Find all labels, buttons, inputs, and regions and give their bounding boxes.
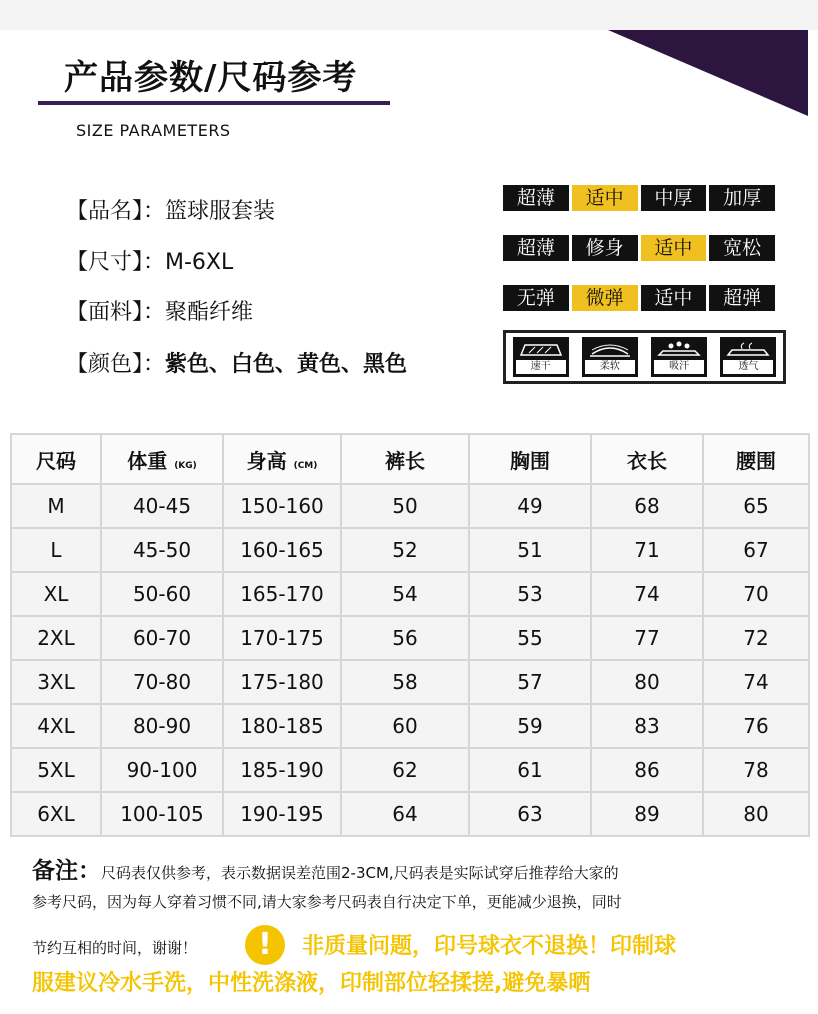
spec-product-name [66, 194, 275, 225]
table-cell: 60-70 [101, 616, 223, 660]
table-cell: 78 [703, 748, 809, 792]
note-line-1 [32, 852, 619, 885]
table-cell: 80 [591, 660, 703, 704]
table-cell: 57 [469, 660, 591, 704]
table-cell: 53 [469, 572, 591, 616]
table-cell: 64 [341, 792, 469, 836]
table-cell: 83 [591, 704, 703, 748]
page-subtitle: SIZE PARAMETERS [76, 121, 231, 140]
table-cell: 150-160 [223, 484, 341, 528]
feature-quick-dry [513, 337, 569, 377]
header-cell [223, 434, 341, 484]
table-row [11, 528, 809, 572]
note-text: 尺码表仅供参考，表示数据误差范围2-3CM,尺码表是实际试穿后推荐给大家的 [101, 864, 619, 882]
table-cell: 77 [591, 616, 703, 660]
table-cell: 2XL [11, 616, 101, 660]
table-cell: 70 [703, 572, 809, 616]
elasticity-scale [503, 285, 775, 311]
scale-cell: 超弹 [709, 285, 775, 311]
header-text: 裤长 [385, 448, 425, 473]
feature-breathable [720, 337, 776, 377]
feature-icons [503, 330, 786, 384]
scale-cell: 适中 [641, 235, 710, 261]
table-cell: 100-105 [101, 792, 223, 836]
scale-cell: 无弹 [503, 285, 572, 311]
table-cell: 51 [469, 528, 591, 572]
table-cell: 49 [469, 484, 591, 528]
table-cell: 65 [703, 484, 809, 528]
header-text: 身高 [246, 448, 287, 473]
table-cell: 80-90 [101, 704, 223, 748]
header-cell [341, 434, 469, 484]
table-cell: 3XL [11, 660, 101, 704]
feature-label: 速干 [516, 360, 566, 374]
header-unit: (CM) [293, 460, 318, 471]
spec-label: 【尺寸】： [66, 250, 166, 275]
table-cell: 52 [341, 528, 469, 572]
table-cell: 175-180 [223, 660, 341, 704]
scale-cell: 宽松 [709, 235, 775, 261]
header-cell [703, 434, 809, 484]
table-cell: L [11, 528, 101, 572]
table-row [11, 792, 809, 836]
table-cell: 71 [591, 528, 703, 572]
table-row [11, 572, 809, 616]
table-cell: 61 [469, 748, 591, 792]
scale-cell: 超薄 [503, 185, 572, 211]
quick-dry-icon [513, 340, 569, 358]
table-cell: 74 [703, 660, 809, 704]
table-cell: 80 [703, 792, 809, 836]
table-cell: 40-45 [101, 484, 223, 528]
fit-scale [503, 235, 775, 261]
corner-decoration [608, 30, 808, 116]
table-cell: 50-60 [101, 572, 223, 616]
header-cell [11, 434, 101, 484]
table-cell: XL [11, 572, 101, 616]
table-cell: 160-165 [223, 528, 341, 572]
size-chart-table [10, 433, 810, 837]
table-cell: 180-185 [223, 704, 341, 748]
warning-text-2: 服建议冷水手洗，中性洗涤液，印制部位轻揉搓,避免暴晒 [32, 971, 591, 996]
scale-cell: 超薄 [503, 235, 572, 261]
header-text: 尺码 [36, 448, 76, 473]
top-bar [0, 0, 818, 30]
table-cell: 67 [703, 528, 809, 572]
header-cell [101, 434, 223, 484]
table-cell: 185-190 [223, 748, 341, 792]
header-unit: (KG) [174, 460, 197, 471]
breathable-icon [720, 340, 776, 358]
spec-label: 【面料】： [66, 300, 166, 325]
table-cell: 170-175 [223, 616, 341, 660]
table-row [11, 660, 809, 704]
table-cell: 55 [469, 616, 591, 660]
note-heading: 备注： [32, 858, 101, 884]
note-line-2: 参考尺码，因为每人穿着习惯不同,请大家参考尺码表自行决定下单，更能减少退换，同时 [32, 893, 622, 911]
header-cell [591, 434, 703, 484]
table-cell: 62 [341, 748, 469, 792]
feature-label: 柔软 [585, 360, 635, 374]
table-cell: 59 [469, 704, 591, 748]
table-row [11, 484, 809, 528]
sweat-absorb-icon [651, 340, 707, 358]
scale-cell: 修身 [572, 235, 641, 261]
table-cell: 190-195 [223, 792, 341, 836]
thickness-scale [503, 185, 775, 211]
table-cell: 70-80 [101, 660, 223, 704]
table-cell: 58 [341, 660, 469, 704]
table-cell: 90-100 [101, 748, 223, 792]
feature-label: 透气 [723, 360, 773, 374]
header-text: 胸围 [510, 448, 550, 473]
spec-label: 【品名】： [66, 199, 166, 224]
table-cell: 50 [341, 484, 469, 528]
table-cell: 165-170 [223, 572, 341, 616]
table-cell: 68 [591, 484, 703, 528]
warning-icon: ! [245, 925, 285, 965]
table-header-row [11, 434, 809, 484]
warning-text-1: 非质量问题，印号球衣不退换！印制球 [302, 934, 677, 959]
table-cell: 5XL [11, 748, 101, 792]
scale-cell: 适中 [641, 285, 710, 311]
note-line-3: 节约互相的时间，谢谢！ [32, 939, 198, 957]
table-cell: 60 [341, 704, 469, 748]
table-cell: 76 [703, 704, 809, 748]
table-row [11, 616, 809, 660]
header-text: 衣长 [627, 448, 667, 473]
table-cell: 54 [341, 572, 469, 616]
table-cell: 6XL [11, 792, 101, 836]
spec-label: 【颜色】： [66, 352, 166, 377]
soft-icon [582, 340, 638, 358]
spec-value: 聚酯纤维 [165, 300, 254, 325]
table-row [11, 748, 809, 792]
spec-fabric [66, 295, 253, 326]
table-cell: 56 [341, 616, 469, 660]
table-cell: 74 [591, 572, 703, 616]
header-text: 腰围 [736, 448, 776, 473]
scale-cell: 加厚 [709, 185, 775, 211]
table-cell: 63 [469, 792, 591, 836]
spec-value: M-6XL [165, 250, 234, 275]
feature-label: 吸汗 [654, 360, 704, 374]
scale-cell: 适中 [572, 185, 641, 211]
table-cell: 89 [591, 792, 703, 836]
feature-soft [582, 337, 638, 377]
table-cell: 45-50 [101, 528, 223, 572]
feature-sweat-absorb [651, 337, 707, 377]
table-cell: 4XL [11, 704, 101, 748]
page-title: 产品参数/尺码参考 [64, 58, 358, 98]
header-text: 体重 [127, 448, 168, 473]
table-row [11, 704, 809, 748]
table-cell: 72 [703, 616, 809, 660]
header-cell [469, 434, 591, 484]
scale-cell: 中厚 [641, 185, 710, 211]
table-cell: 86 [591, 748, 703, 792]
scale-cell: 微弹 [572, 285, 641, 311]
spec-size [66, 245, 233, 276]
title-underline [38, 101, 390, 105]
spec-value: 篮球服套装 [165, 199, 276, 224]
table-cell: M [11, 484, 101, 528]
spec-color [66, 347, 407, 378]
spec-value: 紫色、白色、黄色、黑色 [165, 352, 408, 377]
